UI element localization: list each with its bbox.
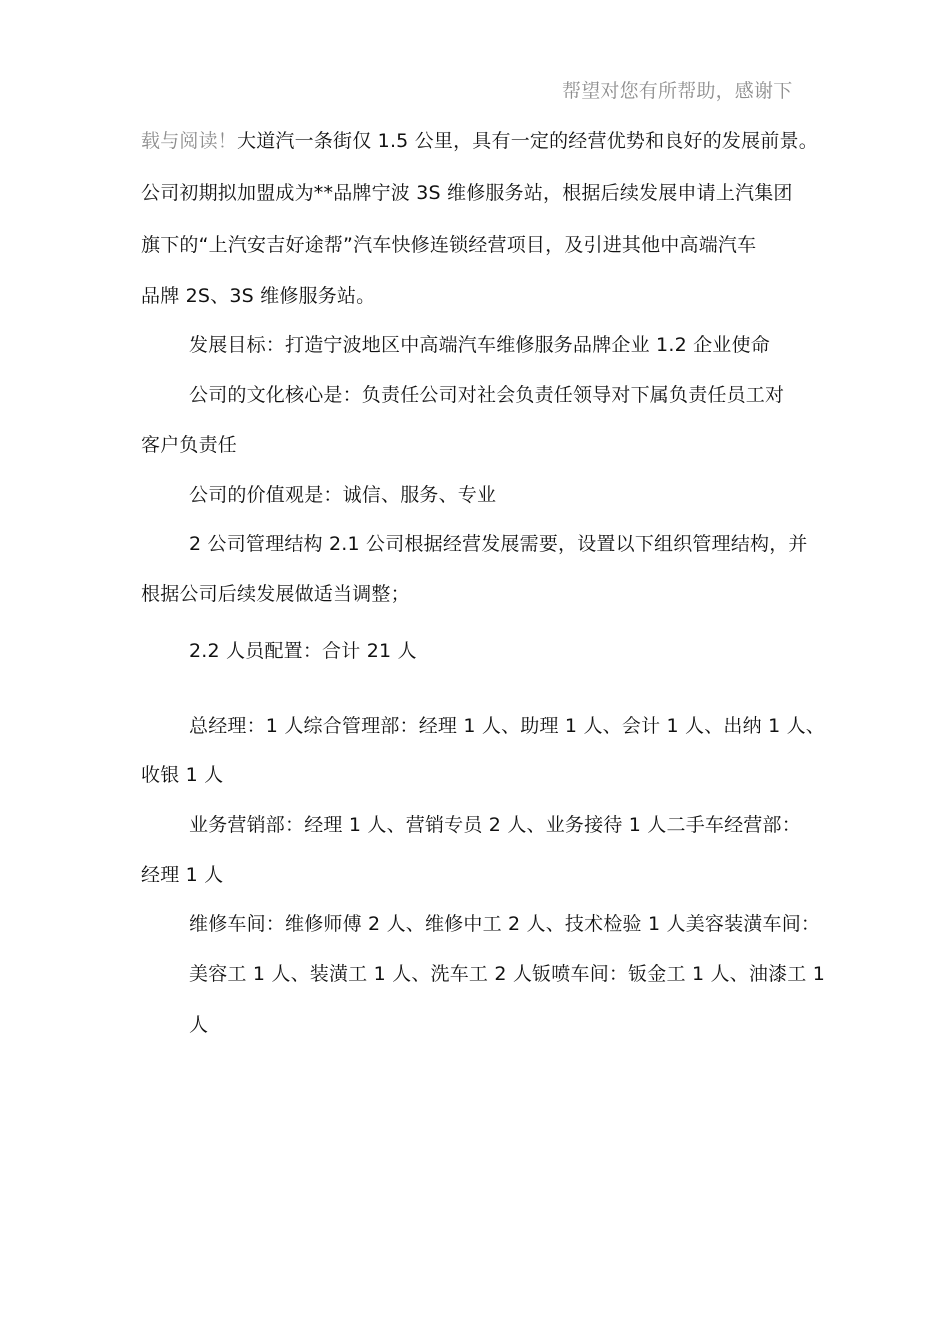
paragraph-line: 旗下的“上汽安吉好途帮”汽车快修连锁经营项目，及引进其他中高端汽车 <box>141 234 757 256</box>
watermark-inline: 载与阅读！ <box>141 130 238 152</box>
paragraph-line: 公司初期拟加盟成为**品牌宁波 3S 维修服务站，根据后续发展申请上汽集团 <box>141 182 793 204</box>
paragraph-line: 维修车间：维修师傅 2 人、维修中工 2 人、技术检验 1 人美容装潢车间： <box>189 913 821 935</box>
paragraph-line: 客户负责任 <box>141 434 238 456</box>
paragraph-line <box>141 128 818 154</box>
line-text: 大道汽一条街仅 1.5 公里，具有一定的经营优势和良好的发展前景。 <box>237 130 818 152</box>
paragraph-line: 美容工 1 人、装潢工 1 人、洗车工 2 人钣喷车间：钣金工 1 人、油漆工 1 <box>189 963 825 985</box>
paragraph-line: 经理 1 人 <box>141 864 224 886</box>
paragraph-line: 2.2 人员配置：合计 21 人 <box>189 640 417 662</box>
paragraph-line: 总经理：1 人综合管理部：经理 1 人、助理 1 人、会计 1 人、出纳 1 人、 <box>189 715 825 737</box>
watermark-top: 帮望对您有所帮助，感谢下 <box>562 80 793 102</box>
paragraph-line: 收银 1 人 <box>141 764 224 786</box>
paragraph-line: 公司的价值观是：诚信、服务、专业 <box>189 484 497 506</box>
paragraph-line: 人 <box>189 1014 209 1036</box>
paragraph-line: 发展目标：打造宁波地区中高端汽车维修服务品牌企业 1.2 企业使命 <box>189 334 770 356</box>
paragraph-line: 2 公司管理结构 2.1 公司根据经营发展需要，设置以下组织管理结构，并 <box>189 533 808 555</box>
paragraph-line: 品牌 2S、3S 维修服务站。 <box>141 285 376 307</box>
paragraph-line: 公司的文化核心是：负责任公司对社会负责任领导对下属负责任员工对 <box>189 384 785 406</box>
paragraph-line: 业务营销部：经理 1 人、营销专员 2 人、业务接待 1 人二手车经营部： <box>189 814 801 836</box>
paragraph-line: 根据公司后续发展做适当调整； <box>141 583 410 605</box>
